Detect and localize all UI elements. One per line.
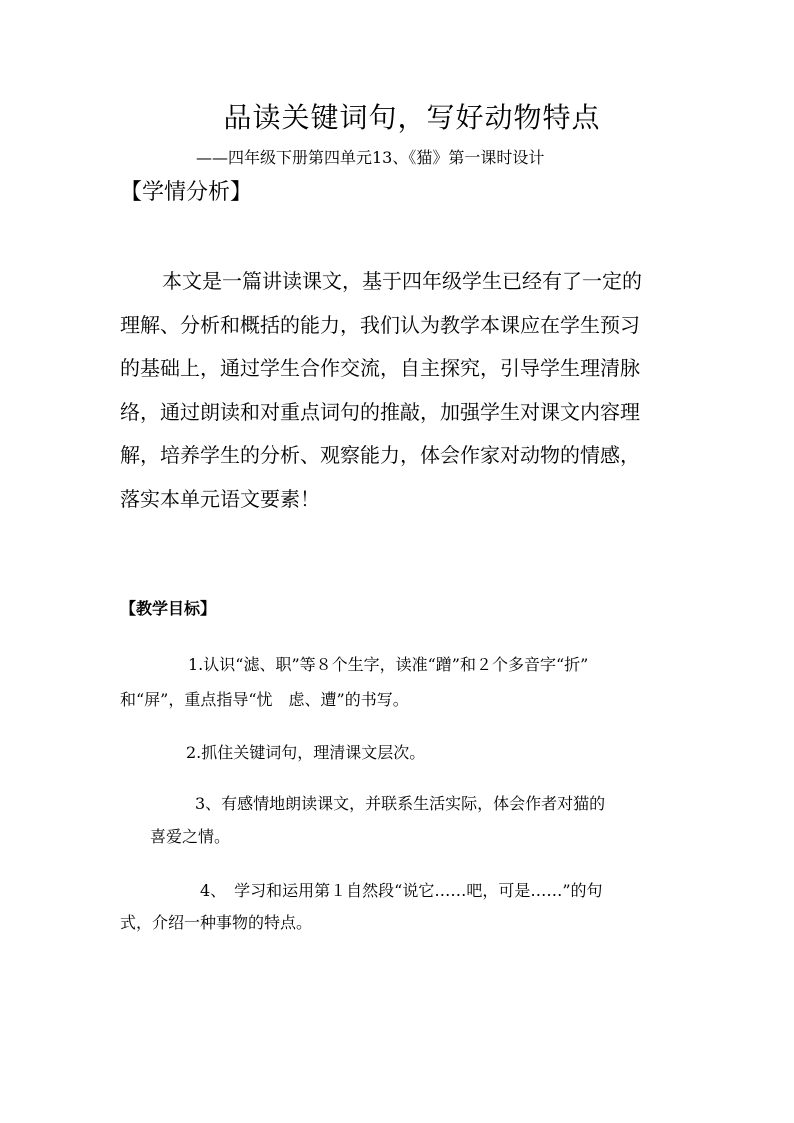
paragraph-line: 的基础上，通过学生合作交流，自主探究，引导学生理清脉 xyxy=(120,356,640,380)
document-title: 品读关键词句，写好动物特点 xyxy=(223,101,601,134)
goal-1-line-2: 和“屏”，重点指导“忧 虑、遭”的书写。 xyxy=(120,690,409,709)
goal-1-line-1: 1.认识“滤、职”等８个生字，读准“蹭”和２个多音字“折” xyxy=(188,655,589,674)
document-subtitle: ——四年级下册第四单元13、《猫》第一课时设计 xyxy=(196,148,545,167)
paragraph-line: 理解、分析和概括的能力，我们认为教学本课应在学生预习 xyxy=(120,312,640,337)
learning-analysis-paragraph xyxy=(120,260,676,521)
goal-4-line-2: 式，介绍一种事物的特点。 xyxy=(120,913,313,932)
paragraph-line: 本文是一篇讲读课文，基于四年级学生已经有了一定的 xyxy=(162,269,642,293)
paragraph-line: 解，培养学生的分析、观察能力，体会作家对动物的情感， xyxy=(120,443,640,467)
paragraph-line: 络，通过朗读和对重点词句的推敲，加强学生对课文内容理 xyxy=(120,399,640,424)
goal-2: 2.抓住关键词句，理清课文层次。 xyxy=(186,743,426,762)
goal-4-line-1: 4、 学习和运用第１自然段“说它……吧，可是……”的句 xyxy=(200,881,603,900)
teaching-goals-heading: 【教学目标】 xyxy=(120,599,217,618)
learning-analysis-heading: 【学情分析】 xyxy=(120,180,253,205)
paragraph-line: 落实本单元语文要素！ xyxy=(120,486,320,511)
goal-3-line-1: 3、有感情地朗读课文，并联系生活实际，体会作者对猫的 xyxy=(195,794,606,813)
goal-3-line-2: 喜爱之情。 xyxy=(150,827,231,846)
